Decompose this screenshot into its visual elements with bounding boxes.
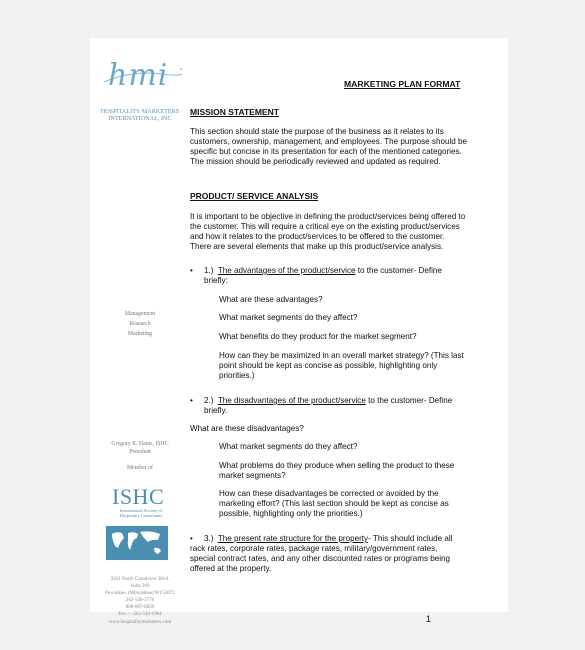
product-line: There are several elements that make up this product/service analysis. xyxy=(190,242,444,251)
item2-heading xyxy=(204,396,452,406)
item1-rest: to the customer- Define xyxy=(355,266,442,275)
ishc-sub-line2: Hospitality Consultants xyxy=(119,513,163,518)
document-title: MARKETING PLAN FORMAT xyxy=(344,79,461,89)
item1-title: The advantages of the product/service xyxy=(217,266,356,275)
item1-question: What benefits do they product for the market segment? xyxy=(219,332,417,341)
item1-number: 1.) xyxy=(204,266,214,275)
item1-question: priorities.) xyxy=(219,371,255,380)
item3-number: 3.) xyxy=(204,534,214,543)
bullet-icon: • xyxy=(190,534,193,543)
address-line: 800-897-0839 xyxy=(125,605,155,611)
item3-heading xyxy=(204,534,453,544)
person-title: President xyxy=(129,449,151,455)
product-heading: PRODUCT/ SERVICE ANALYSIS xyxy=(190,191,319,201)
item2-question: How can these disadvantages be corrected or avoided by the xyxy=(219,489,439,498)
ishc-sub-line1: International Society of xyxy=(119,508,163,513)
item2-question: marketing effort? (This last section should be kept as concise as xyxy=(219,499,449,508)
item2-question: market segments? xyxy=(219,471,286,480)
product-line: and how it relates to the product/services to be offered to the customer. xyxy=(190,232,445,241)
service-marketing: Marketing xyxy=(127,331,153,337)
bullet-icon: • xyxy=(190,396,193,405)
address-line: 262-549-3770 xyxy=(125,598,155,604)
product-line: It is important to be objective in defining the product/services being offered to xyxy=(190,212,466,221)
service-management: Management xyxy=(124,311,156,317)
page-number: 1 xyxy=(426,614,432,624)
address-line: Fax — 262-549-1964 xyxy=(118,612,162,618)
ishc-subtitle xyxy=(100,508,182,518)
address-line: Suite 209 xyxy=(130,584,150,590)
mission-line: The mission should be periodically reviewed and updated as required. xyxy=(190,157,441,166)
item3-rest: - This should include all xyxy=(368,534,453,543)
item3-line: special contract rates, and any other discounted rates or programs being xyxy=(190,554,451,563)
mission-line: specific but concise in its presentation for each of the mentioned categories. xyxy=(190,147,462,156)
item1-question: point should be kept as concise as possible, highlighting only xyxy=(219,361,438,370)
ishc-logo: ISHC xyxy=(112,484,165,509)
item1-question: What market segments do they affect? xyxy=(219,313,358,322)
mission-heading: MISSION STATEMENT xyxy=(190,107,279,117)
person-name: Gregory R. Hanis, ISHC xyxy=(111,441,169,447)
item1-question: What are these advantages? xyxy=(219,295,323,304)
item2-lead: What are these disadvantages? xyxy=(190,424,304,433)
world-map-icon xyxy=(106,526,168,560)
item1-question: How can they be maximized in an overall market strategy? (This last xyxy=(219,351,464,360)
mission-line: This section should state the purpose of the business as it relates to its xyxy=(190,127,444,136)
address-line: Pewaukee, (Milwaukee) WI 53072 xyxy=(105,591,175,597)
address-block xyxy=(90,576,190,626)
item3-title: The present rate structure for the property xyxy=(217,534,369,543)
letterhead-sidebar xyxy=(90,38,190,625)
item2-continuation: briefly. xyxy=(204,406,228,415)
item3-line: offered at the property. xyxy=(190,564,272,573)
item2-rest: to the customer- Define xyxy=(365,396,453,405)
website-line: www.hospitalitymarketers.com xyxy=(108,619,172,625)
mission-line: customers, ownership, management, and employees. The purpose should be xyxy=(190,137,467,146)
product-line: the customer. This will require a critical eye on the existing product/services xyxy=(190,222,460,231)
item2-question: What market segments do they affect? xyxy=(219,442,358,451)
company-logo: hmi xyxy=(108,58,169,93)
item3-line: rack rates, corporate rates, package rates, military/government rates, xyxy=(190,544,438,553)
item2-question: possible, highlighting only the priorities.) xyxy=(219,509,363,518)
item1-continuation: briefly: xyxy=(204,276,228,285)
item2-question: What problems do they produce when selling the product to these xyxy=(219,461,455,470)
document-page xyxy=(90,38,508,625)
member-of-label: Member of xyxy=(127,465,153,471)
address-line: 2831 North Grandview Blvd. xyxy=(110,577,170,582)
service-research: Research xyxy=(129,321,151,327)
item2-number: 2.) xyxy=(204,396,214,405)
item1-heading xyxy=(204,266,442,276)
company-name-line1: HOSPITALITY MARKETERS xyxy=(100,108,180,115)
company-name-line2: INTERNATIONAL, INC xyxy=(108,115,172,122)
item2-title: The disadvantages of the product/service xyxy=(217,396,366,405)
bullet-icon: • xyxy=(190,266,193,275)
